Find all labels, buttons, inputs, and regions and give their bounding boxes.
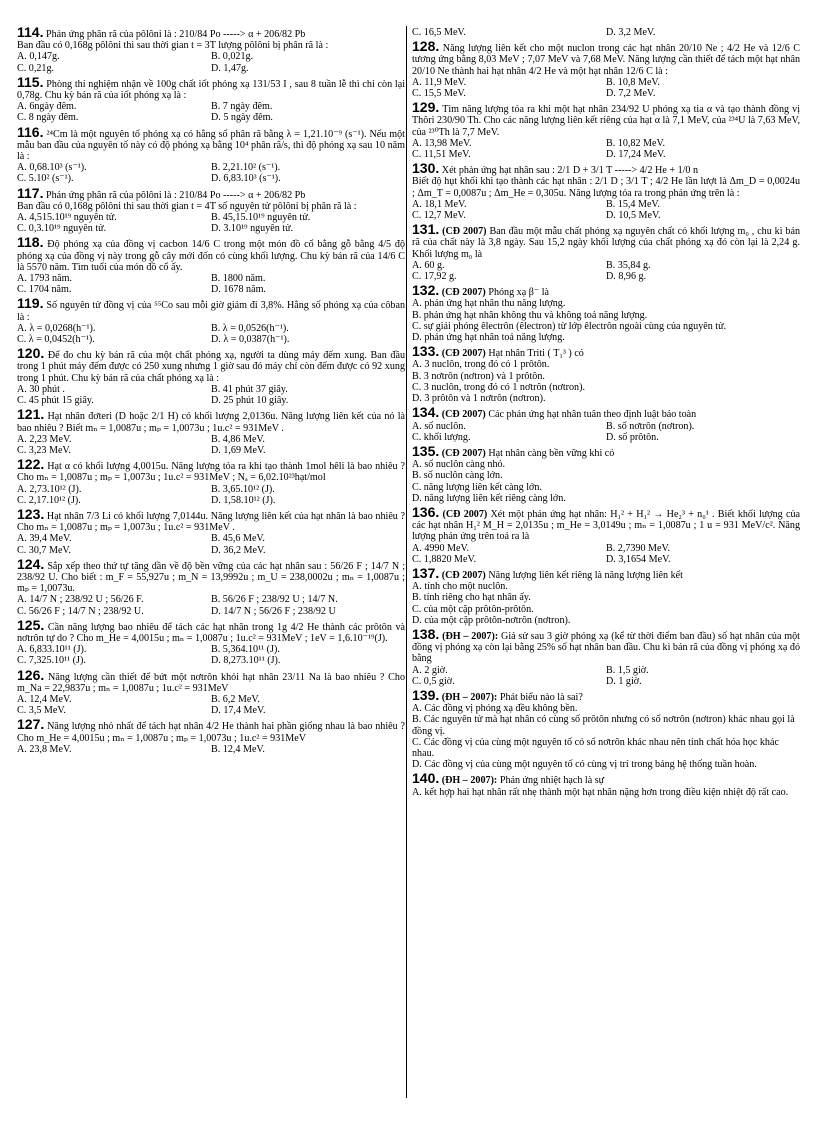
answer-option: A. phản ứng hạt nhân thu năng lượng. <box>412 298 566 310</box>
answer-option: C. khối lượng. <box>412 431 471 443</box>
question-134 <box>412 404 800 443</box>
answer-option: A. số nuclôn. <box>412 420 466 432</box>
question-stem <box>17 456 405 484</box>
answer-options <box>17 694 405 716</box>
answer-option: B. 15,4 MeV. <box>606 198 660 210</box>
exam-tag: (ĐH – 2007): <box>441 691 498 703</box>
stem-text: Xét phản ứng hạt nhân sau : 2/1 D + 3/1 T -----> 4/2 He + 1/0 n <box>441 165 699 177</box>
answer-option: D. phản ứng hạt nhân toả năng lượng. <box>412 332 565 344</box>
answer-option: A. 3 nuclôn, trong đó có 1 prôtôn. <box>412 359 550 371</box>
answer-option: C. 3,5 MeV. <box>17 705 66 717</box>
question-stem <box>412 160 800 177</box>
question-139 <box>412 686 800 771</box>
stem-text: Hạt nhân Triti ( T₁³ ) có <box>488 348 584 360</box>
answer-option: A. 0,147g. <box>17 51 60 63</box>
question-116 <box>17 123 405 185</box>
question-number: 114. <box>17 24 44 40</box>
stem-text: Độ phóng xạ của đồng vị cacbon 14/6 C trong một món đồ cổ bằng gỗ bằng 4/5 độ phóng xạ của đồng vị này trong gỗ cây mới đốn có cùng khối lượng. Chu kỳ bán rã của 14/6 C là 5570 năm. Tìm tuổi của món đồ cổ ấy. <box>17 239 405 273</box>
stem-text: Phóng xạ β⁻ là <box>488 287 549 299</box>
answer-option: C. 3 nuclôn, trong đó có 1 nơtrôn (nơtron). <box>412 381 585 393</box>
answer-options <box>412 298 800 343</box>
answer-option: B. 0,021g. <box>211 51 254 63</box>
answer-option: D. 14/7 N ; 56/26 F ; 238/92 U <box>211 605 336 617</box>
exam-tag: (CĐ 2007) <box>441 569 486 581</box>
answer-options <box>412 199 800 221</box>
answer-options <box>412 138 800 160</box>
answer-options <box>17 101 405 123</box>
answer-option: D. 1,69 MeV. <box>211 444 266 456</box>
question-124 <box>17 555 405 617</box>
answer-options <box>412 665 800 687</box>
answer-option: C. 2,17.10¹² (J). <box>17 494 81 506</box>
question-number: 140. <box>412 770 440 787</box>
exam-tag: (ĐH – 2007): <box>442 630 499 642</box>
answer-options <box>17 51 405 73</box>
answer-option: D. 17,4 MeV. <box>211 705 266 717</box>
question-stem <box>17 123 405 163</box>
answer-option: C. λ = 0,0452(h⁻¹). <box>17 334 95 346</box>
answer-option: A. 2 giờ. <box>412 664 448 676</box>
answer-options <box>17 434 405 456</box>
answer-option: C. 12,7 MeV. <box>412 210 466 222</box>
stem-text: Số nguyên tử đồng vị của ⁵⁵Co sau mỗi giờ giảm đi 3,8%. Hằng số phóng xạ của côban là : <box>17 300 405 323</box>
stem-text: Năng lượng liên kết cho một nuclon trong các hạt nhân 20/10 Ne ; 4/2 He và 12/6 C tương ứng bằng 8,03 MeV ; 7,07 MeV và 7,68 MeV. Năng lượng cần thiết để tách một hạt nhân 20/10 Ne thành hai hạt nhân 4/2 He và một hạt nhân 12/6 C là : <box>412 43 801 77</box>
answer-option: C. 15,5 MeV. <box>412 88 466 100</box>
answer-option: A. 30 phút . <box>17 383 65 395</box>
answer-option: D. 5 ngày đêm. <box>211 112 273 124</box>
answer-option: A. 12,4 MeV. <box>17 693 72 705</box>
answer-option: D. 3,1654 MeV. <box>606 553 671 565</box>
stem-text: Ban đầu một mẫu chất phóng xạ nguyên chất có khối lượng m₀ , chu kì bán rã của chất này là 3,8 ngày. Sau 15,2 ngày khối lượng của chất phóng xạ đó còn lại là 2,24 g. Khối lượng m₀ là <box>412 226 800 260</box>
stem-text: Hạt nhân càng bền vững khi có <box>488 447 615 459</box>
answer-option: B. 3 nơtrôn (nơtron) và 1 prôtôn. <box>412 370 545 382</box>
question-number: 123. <box>17 505 45 522</box>
question-stem <box>17 40 405 51</box>
question-127 <box>17 716 405 755</box>
answer-option: A. 11,9 MeV. <box>412 76 467 88</box>
exam-tag: (ĐH – 2007): <box>441 775 498 787</box>
question-126 <box>17 666 406 717</box>
answer-option: A. 4,515.10¹⁹ nguyên tử. <box>17 212 117 224</box>
question-number: 119. <box>17 295 44 312</box>
stem-text: Tìm năng lượng tỏa ra khi một hạt nhân 234/92 U phóng xạ tia α và tạo thành đồng vị Thôri 230/90 Th. Cho các năng lượng liên kết riêng của hạt α là 7,1 MeV, của ²³⁴U là 7,63 MeV, của ²³⁰Th là 7,7 MeV. <box>412 104 801 138</box>
answer-option: A. 1793 năm. <box>17 273 72 285</box>
answer-option: D. 1678 năm. <box>211 284 266 296</box>
answer-option: B. 2,21.10² (s⁻¹). <box>211 162 281 174</box>
exam-tag: (CĐ 2007) <box>442 508 488 520</box>
answer-option: B. 35,84 g. <box>606 259 651 271</box>
stem-text: Biết độ hụt khối khi tạo thành các hạt nhân : 2/1 D ; 3/1 T ; 4/2 He lần lượt là Δm_D = 0,0024u ; Δm_T = 0,0087u ; Δm_He = 0,305u. Năng lượng tỏa ra trong phản ứng trên là : <box>412 176 800 199</box>
answer-option: C. 8 ngày đêm. <box>17 112 79 124</box>
answer-option: C. 1704 năm. <box>17 284 72 296</box>
answer-option: D. 17,24 MeV. <box>606 149 666 161</box>
answer-option: B. 10,82 MeV. <box>606 137 665 149</box>
question-stem <box>412 221 800 260</box>
answer-option: D. 1 giờ. <box>606 675 642 687</box>
question-number: 130. <box>412 160 440 177</box>
answer-option: B. 1800 năm. <box>211 273 266 285</box>
answer-option: D. 3 prôtôn và 1 nơtrôn (nơtron). <box>412 393 546 405</box>
question-137 <box>412 564 800 626</box>
answer-option: B. λ = 0,0526(h⁻¹). <box>211 322 289 334</box>
answer-options <box>412 787 800 798</box>
stem-text: Phát biểu nào là sai? <box>499 691 583 703</box>
question-119 <box>17 295 405 346</box>
question-136 <box>412 503 800 565</box>
question-138 <box>412 625 800 687</box>
answer-option: A. 2,73.10¹² (J). <box>17 483 82 495</box>
question-stem <box>17 24 405 40</box>
stem-text: Năng lượng nhỏ nhất để tách hạt nhân 4/2 He thành hai phần giống nhau là bao nhiêu ? Cho m_He = 4,0015u ; mₙ = 1,0087u ; mₚ = 1,0073u ; 1u.c² = 931MeV <box>17 721 405 744</box>
answer-option: A. tính cho một nuclôn. <box>412 581 508 593</box>
question-number: 131. <box>412 221 440 238</box>
exam-tag: (CĐ 2007) <box>441 409 486 421</box>
stem-text: Phản ứng phân rã của pôlôni là : 210/84 Po -----> α + 206/82 Pb <box>46 29 306 40</box>
answer-option: B. tính riêng cho hạt nhân ấy. <box>412 592 531 604</box>
answer-option: A. Các đồng vị phóng xạ đều không bền. <box>412 703 578 715</box>
answer-option: B. 1,5 giờ. <box>606 664 649 676</box>
question-stem <box>17 234 405 273</box>
question-stem <box>17 73 405 102</box>
answer-option: B. số nơtrôn (nơtron). <box>606 420 695 432</box>
answer-option: C. 7,325.10¹¹ (J). <box>17 655 86 667</box>
answer-option: B. 6,2 MeV. <box>211 693 260 705</box>
question-number: 138. <box>412 625 440 642</box>
answer-option: C. 30,7 MeV. <box>17 544 71 556</box>
answer-option: D. 3.10¹⁹ nguyên tử. <box>211 223 294 235</box>
exam-tag: (CĐ 2007) <box>442 226 487 238</box>
answer-option: B. 2,7390 MeV. <box>606 542 671 554</box>
answer-options <box>17 484 405 506</box>
answer-option: A. 18,1 MeV. <box>412 198 467 210</box>
question-132 <box>412 282 800 344</box>
answer-option: B. phản ứng hạt nhân không thu và không toả năng lượng. <box>412 309 648 321</box>
answer-option: B. 56/26 F ; 238/92 U ; 14/7 N. <box>211 594 338 606</box>
answer-option: D. của một cặp prôtôn-nơtrôn (nơtron). <box>412 614 571 626</box>
answer-option: D. 6,83.10³ (s⁻¹). <box>211 173 281 185</box>
question-128 <box>412 38 801 100</box>
question-number: 120. <box>17 345 45 362</box>
question-number: 139. <box>412 686 440 703</box>
question-129 <box>412 99 801 161</box>
exam-tag: (CĐ 2007) <box>441 287 486 299</box>
answer-options <box>412 27 800 38</box>
question-number: 118. <box>17 234 44 251</box>
stem-text: Phản ứng phân rã của pôlôni là : 210/84 Po -----> α + 206/82 Pb <box>46 189 306 201</box>
answer-options <box>412 703 800 770</box>
stem-text: Ban đầu có 0,168g pôlôni thì sau thời gian t = 3T lượng pôlôni bị phân rã là : <box>17 40 329 52</box>
answer-option: B. số nuclôn càng lớn. <box>412 470 503 482</box>
question-118 <box>17 234 405 296</box>
question-125 <box>17 616 405 667</box>
stem-text: Phản ứng nhiệt hạch là sự <box>499 775 605 787</box>
answer-option: A. kết hợp hai hạt nhân rất nhẹ thành một hạt nhân nặng hơn trong điều kiện nhiệt độ rất cao. <box>412 786 789 798</box>
answer-option: C. Các đồng vị của cùng một nguyên tố có số nơtrôn khác nhau nên tính chất hóa học khác nhau. <box>412 736 779 759</box>
answer-options <box>17 323 405 345</box>
question-number: 116. <box>17 123 44 140</box>
question-stem <box>17 505 405 534</box>
answer-option: D. λ = 0,0387(h⁻¹). <box>211 334 290 346</box>
answer-options <box>17 162 405 184</box>
stem-text: Giả sử sau 3 giờ phóng xạ (kể từ thời điểm ban đầu) số hạt nhân của một đồng vị phóng xạ còn lại bằng 25% số hạt nhân ban đầu. Chu kì bán rã của đồng vị phóng xạ đó bằng <box>412 630 800 665</box>
answer-option: C. của một cặp prôtôn-prôtôn. <box>412 603 534 615</box>
exam-tag: (CĐ 2007) <box>441 447 486 459</box>
answer-option: A. 0,68.10³ (s⁻¹). <box>17 162 87 174</box>
answer-options <box>412 421 800 443</box>
answer-option: B. 45,6 MeV. <box>211 533 265 545</box>
question-number: 127. <box>17 716 45 733</box>
stem-text: Sắp xếp theo thứ tự tăng dần về độ bền vững của các hạt nhân sau : 56/26 F ; 14/7 N ; 238/92 U. Cho biết : m_F = 55,927u ; m_N = 13,9992u ; m_U = 238,0002u ; mₙ = 1,0087u ; mₚ = 1,0073u. <box>17 560 405 595</box>
answer-option: D. 8,96 g. <box>606 271 647 283</box>
answer-option: B. 45,15.10¹⁹ nguyên tử. <box>211 212 311 224</box>
answer-option: C. 45 phút 15 giây. <box>17 395 94 407</box>
answer-option: B. 10,8 MeV. <box>606 76 660 88</box>
answer-option: C. 0,3.10¹⁹ nguyên tử. <box>17 223 107 235</box>
stem-text: Phòng thí nghiệm nhận về 100g chất iốt phóng xạ 131/53 I , sau 8 tuần lễ thì chỉ còn lại 0,78g. Chu kỳ bán rã của iốt phóng xạ là : <box>17 78 405 102</box>
answer-option: A. 13,98 MeV. <box>412 137 472 149</box>
stem-text: ²⁴Cm là một nguyên tố phóng xạ có hằng số phân rã bằng λ = 1,21.10⁻⁹ (s⁻¹). Nếu một mẫu ban đầu của nguyên tố này có độ phóng xạ bằng 10⁴ phân rã/s, thì độ phóng xạ sau 10 năm là : <box>17 128 405 163</box>
question-number: 126. <box>17 666 45 683</box>
question-number: 128. <box>412 38 440 55</box>
question-stem <box>412 442 800 459</box>
answer-option: C. 0,21g. <box>17 62 55 74</box>
answer-option: A. 23,8 MeV. <box>17 743 72 755</box>
answer-options <box>412 581 800 626</box>
question-133 <box>412 343 800 405</box>
answer-option: C. 56/26 F ; 14/7 N ; 238/92 U. <box>17 605 144 617</box>
question-122 <box>17 456 405 506</box>
question-number: 133. <box>412 343 440 360</box>
answer-options <box>412 359 800 404</box>
answer-option: C. 3,23 MeV. <box>17 444 71 456</box>
answer-options <box>412 459 800 504</box>
question-cont <box>412 27 800 38</box>
answer-options <box>412 77 800 99</box>
answer-option: A. 4990 MeV. <box>412 542 470 554</box>
answer-options <box>17 533 405 555</box>
answer-option: B. 7 ngày đêm. <box>211 101 273 113</box>
column-divider <box>406 26 407 1098</box>
stem-text: Hạt α có khối lượng 4,0015u. Năng lượng tỏa ra khi tạo thành 1mol hêli là bao nhiêu ? Cho mₙ = 1,0087u ; mₚ = 1,0073u ; 1u.c² = 931MeV ; Nₐ = 6,02.10²³hạt/mol <box>17 461 405 484</box>
question-135 <box>412 442 800 504</box>
answer-option: C. 0,5 giờ. <box>412 675 455 687</box>
stem-text: Xét một phản ứng hạt nhân: H₁² + H₁² → He₂³ + n₀¹ . Biết khối lượng của các hạt nhân H₁² M_H = 2,0135u ; m_He = 3,0149u ; mₙ = 1,0087u ; 1 u = 931 MeV/c². Năng lượng phản ứng trên toả ra là <box>412 508 800 543</box>
question-number: 134. <box>412 404 440 421</box>
answer-option: B. 4,86 MeV. <box>211 433 265 445</box>
question-number: 136. <box>412 503 440 520</box>
answer-option: D. 7,2 MeV. <box>606 88 656 100</box>
answer-option: C. 5.10² (s⁻¹). <box>17 173 74 185</box>
answer-option: D. 1,58.10¹² (J). <box>211 494 276 506</box>
question-stem <box>412 503 800 543</box>
answer-option: B. 5,364.10¹¹ (J). <box>211 644 280 656</box>
answer-option: C. 16,5 MeV. <box>412 27 466 38</box>
question-stem <box>17 406 405 434</box>
stem-text: Hạt nhân đơteri (D hoặc 2/1 H) có khối lượng 2,0136u. Năng lượng liên kết của nó là bao nhiêu ? Biết mₙ = 1,0087u ; mₚ = 1,0073u ; 1u.c² = 931MeV . <box>17 411 405 434</box>
question-number: 117. <box>17 184 44 201</box>
question-stem <box>412 282 800 299</box>
answer-option: C. 17,92 g. <box>412 271 457 283</box>
question-stem <box>412 625 800 665</box>
answer-option: D. 10,5 MeV. <box>606 210 661 222</box>
answer-option: C. 11,51 MeV. <box>412 149 471 161</box>
question-stem <box>17 345 405 384</box>
stem-text: Cần năng lượng bao nhiêu để tách các hạt nhân trong 1g 4/2 He thành các prôtôn và nơtrôn tự do ? Cho m_He = 4,0015u ; mₙ = 1,0087u ; 1u.c² = 931MeV ; 1eV = 1,6.10⁻¹⁹(J). <box>17 621 405 644</box>
answer-option: D. 8,273.10¹¹ (J). <box>211 655 281 667</box>
question-stem <box>17 666 406 694</box>
answer-option: A. λ = 0,0268(h⁻¹). <box>17 322 96 334</box>
stem-text: Các phản ứng hạt nhân tuân theo định luật bảo toàn <box>488 409 697 421</box>
answer-options <box>17 744 405 755</box>
question-number: 121. <box>17 406 45 423</box>
stem-text: Để đo chu kỳ bán rã của một chất phóng xạ, người ta dùng máy đếm xung. Ban đầu trong 1 phút máy đếm được có 250 xung nhưng 1 giờ sau đó máy chỉ còn đếm được có 92 xung trong 1 phút. Chu kỳ bán rã của chất phóng xạ là : <box>17 350 405 384</box>
question-stem <box>412 404 800 421</box>
answer-option: A. số nuclôn càng nhỏ. <box>412 459 506 471</box>
question-stem <box>412 564 800 581</box>
question-stem <box>17 716 405 744</box>
question-stem <box>17 184 405 201</box>
question-131 <box>412 221 800 283</box>
question-number: 132. <box>412 282 440 299</box>
answer-options <box>412 260 800 282</box>
answer-option: B. 3,65.10¹² (J). <box>211 483 275 495</box>
question-117 <box>17 184 405 235</box>
stem-text: Năng lượng cần thiết để bứt một nơtrôn khỏi hạt nhân 23/11 Na là bao nhiêu ? Cho m_Na = 22,9837u ; mₙ = 1,0087u ; 1u.c² = 931MeV <box>17 671 406 694</box>
answer-option: A. 6,833.10¹¹ (J). <box>17 644 87 656</box>
answer-option: D. 3,2 MeV. <box>606 27 656 38</box>
answer-option: D. 36,2 MeV. <box>211 544 266 556</box>
answer-option: C. sự giải phóng êlectrôn (êlectron) từ lớp êlectrôn ngoài cùng của nguyên tử. <box>412 320 727 332</box>
stem-text: Ban đầu có 0,168g pôlôni thì sau thời gian t = 4T số nguyên tử pôlôni bị phân rã là : <box>17 200 357 212</box>
answer-options <box>17 644 405 666</box>
question-stem <box>412 38 801 77</box>
answer-option: C. 1,8820 MeV. <box>412 553 477 565</box>
answer-option: D. 25 phút 10 giây. <box>211 395 289 407</box>
answer-options <box>17 384 405 406</box>
answer-option: A. 39,4 MeV. <box>17 533 72 545</box>
question-115 <box>17 73 405 124</box>
answer-option: A. 6ngày đêm. <box>17 101 77 113</box>
question-stem <box>412 176 800 198</box>
answer-option: B. 12,4 MeV. <box>211 743 265 755</box>
question-number: 137. <box>412 564 440 581</box>
exam-tag: (CĐ 2007) <box>441 348 486 360</box>
question-number: 129. <box>412 99 440 116</box>
answer-option: B. Các nguyên tử mà hạt nhân có cùng số prôtôn nhưng có số nơtrôn (nơtron) khác nhau gọi là đồng vị. <box>412 714 795 737</box>
answer-options <box>412 543 800 565</box>
left-column <box>17 24 406 758</box>
question-stem <box>17 555 405 595</box>
question-number: 115. <box>17 73 44 90</box>
question-140 <box>412 770 800 798</box>
answer-options <box>17 212 405 234</box>
right-column <box>412 27 800 801</box>
question-number: 135. <box>412 442 440 459</box>
question-114 <box>17 24 405 74</box>
question-120 <box>17 345 405 407</box>
answer-option: D. Các đồng vị của cùng một nguyên tố có cùng vị trí trong bảng hệ thống tuần hoàn. <box>412 759 757 771</box>
question-stem <box>412 770 800 787</box>
question-number: 124. <box>17 555 45 572</box>
question-stem <box>412 99 801 138</box>
answer-option: A. 60 g. <box>412 259 445 271</box>
answer-option: C. năng lượng liên kết càng lớn. <box>412 481 542 493</box>
answer-options <box>17 273 405 295</box>
answer-option: D. năng lượng liên kết riêng càng lớn. <box>412 492 566 504</box>
stem-text: Hạt nhân 7/3 Li có khối lượng 7,0144u. Năng lượng liên kết của hạt nhân là bao nhiêu ? Cho mₙ = 1,0087u ; mₚ = 1,0073u ; 1u.c² = 931MeV . <box>17 510 405 534</box>
question-123 <box>17 505 405 556</box>
answer-option: A. 2,23 MeV. <box>17 433 72 445</box>
question-stem <box>17 295 405 323</box>
question-stem <box>412 686 800 703</box>
question-number: 125. <box>17 616 45 633</box>
answer-option: A. 14/7 N ; 238/92 U ; 56/26 F. <box>17 594 144 606</box>
question-121 <box>17 406 405 456</box>
answer-option: D. số prôtôn. <box>606 431 659 443</box>
answer-option: B. 41 phút 37 giây. <box>211 383 288 395</box>
question-stem <box>412 343 800 360</box>
question-130 <box>412 160 800 222</box>
answer-option: D. 1,47g. <box>211 62 249 74</box>
question-number: 122. <box>17 456 45 473</box>
answer-options <box>17 594 405 616</box>
question-stem <box>17 616 405 644</box>
question-stem <box>17 201 405 212</box>
stem-text: Năng lượng liên kết riêng là năng lượng liên kết <box>488 569 683 581</box>
